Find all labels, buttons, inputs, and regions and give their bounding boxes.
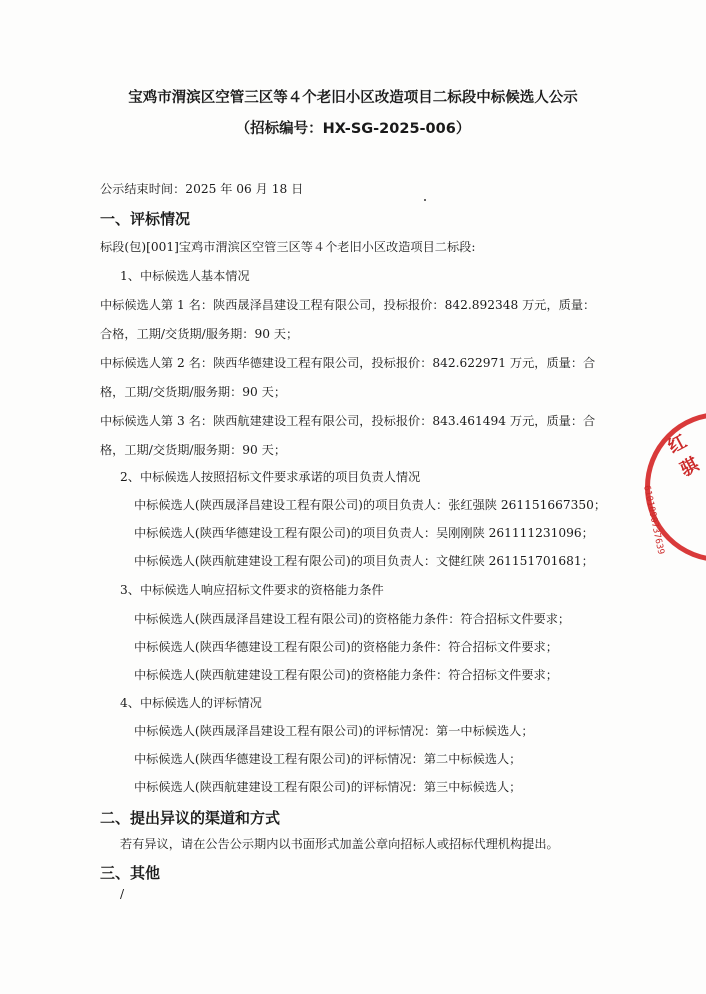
candidate-1-line-1: 中标候选人第 1 名：陕西晟泽昌建设工程有限公司，投标报价：842.892348 万元，质量： [100, 298, 596, 312]
subsection-basic-info: 1、中标候选人基本情况 [120, 269, 250, 283]
section-heading-evaluation: 一、评标情况 [100, 210, 191, 228]
candidate-2-line-1: 中标候选人第 2 名：陕西华德建设工程有限公司，投标报价：842.622971 万元，质量：合 [100, 356, 596, 370]
publication-end-time: 公示结束时间：2025 年 06 月 18 日 [100, 182, 304, 196]
project-manager-1: 中标候选人(陕西晟泽昌建设工程有限公司)的项目负责人：张红强陕 261151667350； [134, 498, 607, 512]
tender-number: （招标编号：HX-SG-2025-006） [235, 121, 471, 137]
project-manager-3: 中标候选人(陕西航建建设工程有限公司)的项目负责人：文健红陕 261151701681； [134, 554, 594, 568]
candidate-3-line-1: 中标候选人第 3 名：陕西航建建设工程有限公司，投标报价：843.461494 万元，质量：合 [100, 414, 596, 428]
qualification-3: 中标候选人(陕西航建建设工程有限公司)的资格能力条件：符合招标文件要求； [134, 668, 558, 682]
other-text: / [120, 887, 125, 901]
subsection-evaluation-results: 4、中标候选人的评标情况 [120, 696, 262, 710]
document-title: 宝鸡市渭滨区空管三区等４个老旧小区改造项目二标段中标候选人公示 [128, 90, 578, 106]
subsection-qualifications: 3、中标候选人响应招标文件要求的资格能力条件 [120, 583, 384, 597]
candidate-3-line-2: 格，工期/交货期/服务期：90 天； [100, 443, 287, 457]
candidate-1-line-2: 合格，工期/交货期/服务期：90 天； [100, 327, 299, 341]
seal-registration-number: 6101090737639 [641, 484, 666, 556]
section-heading-objection: 二、提出异议的渠道和方式 [100, 809, 281, 827]
candidate-2-line-2: 格，工期/交货期/服务期：90 天； [100, 385, 287, 399]
scan-speck [424, 199, 426, 201]
project-manager-2: 中标候选人(陕西华德建设工程有限公司)的项目负责人：吴刚刚陕 261111231096； [134, 526, 594, 540]
seal-characters: 红骐 [664, 430, 703, 481]
evaluation-result-3: 中标候选人(陕西航建建设工程有限公司)的评标情况：第三中标候选人； [134, 780, 522, 794]
evaluation-result-2: 中标候选人(陕西华德建设工程有限公司)的评标情况：第二中标候选人； [134, 752, 522, 766]
subsection-project-managers: 2、中标候选人按照招标文件要求承诺的项目负责人情况 [120, 470, 421, 484]
qualification-1: 中标候选人(陕西晟泽昌建设工程有限公司)的资格能力条件：符合招标文件要求； [134, 612, 571, 626]
evaluation-result-1: 中标候选人(陕西晟泽昌建设工程有限公司)的评标情况：第一中标候选人； [134, 724, 534, 738]
section-heading-other: 三、其他 [100, 864, 161, 882]
objection-text: 若有异议，请在公告公示期内以书面形式加盖公章向招标人或招标代理机构提出。 [120, 837, 559, 851]
lot-description: 标段(包)[001]宝鸡市渭滨区空管三区等４个老旧小区改造项目二标段: [100, 240, 476, 254]
qualification-2: 中标候选人(陕西华德建设工程有限公司)的资格能力条件：符合招标文件要求； [134, 640, 558, 654]
